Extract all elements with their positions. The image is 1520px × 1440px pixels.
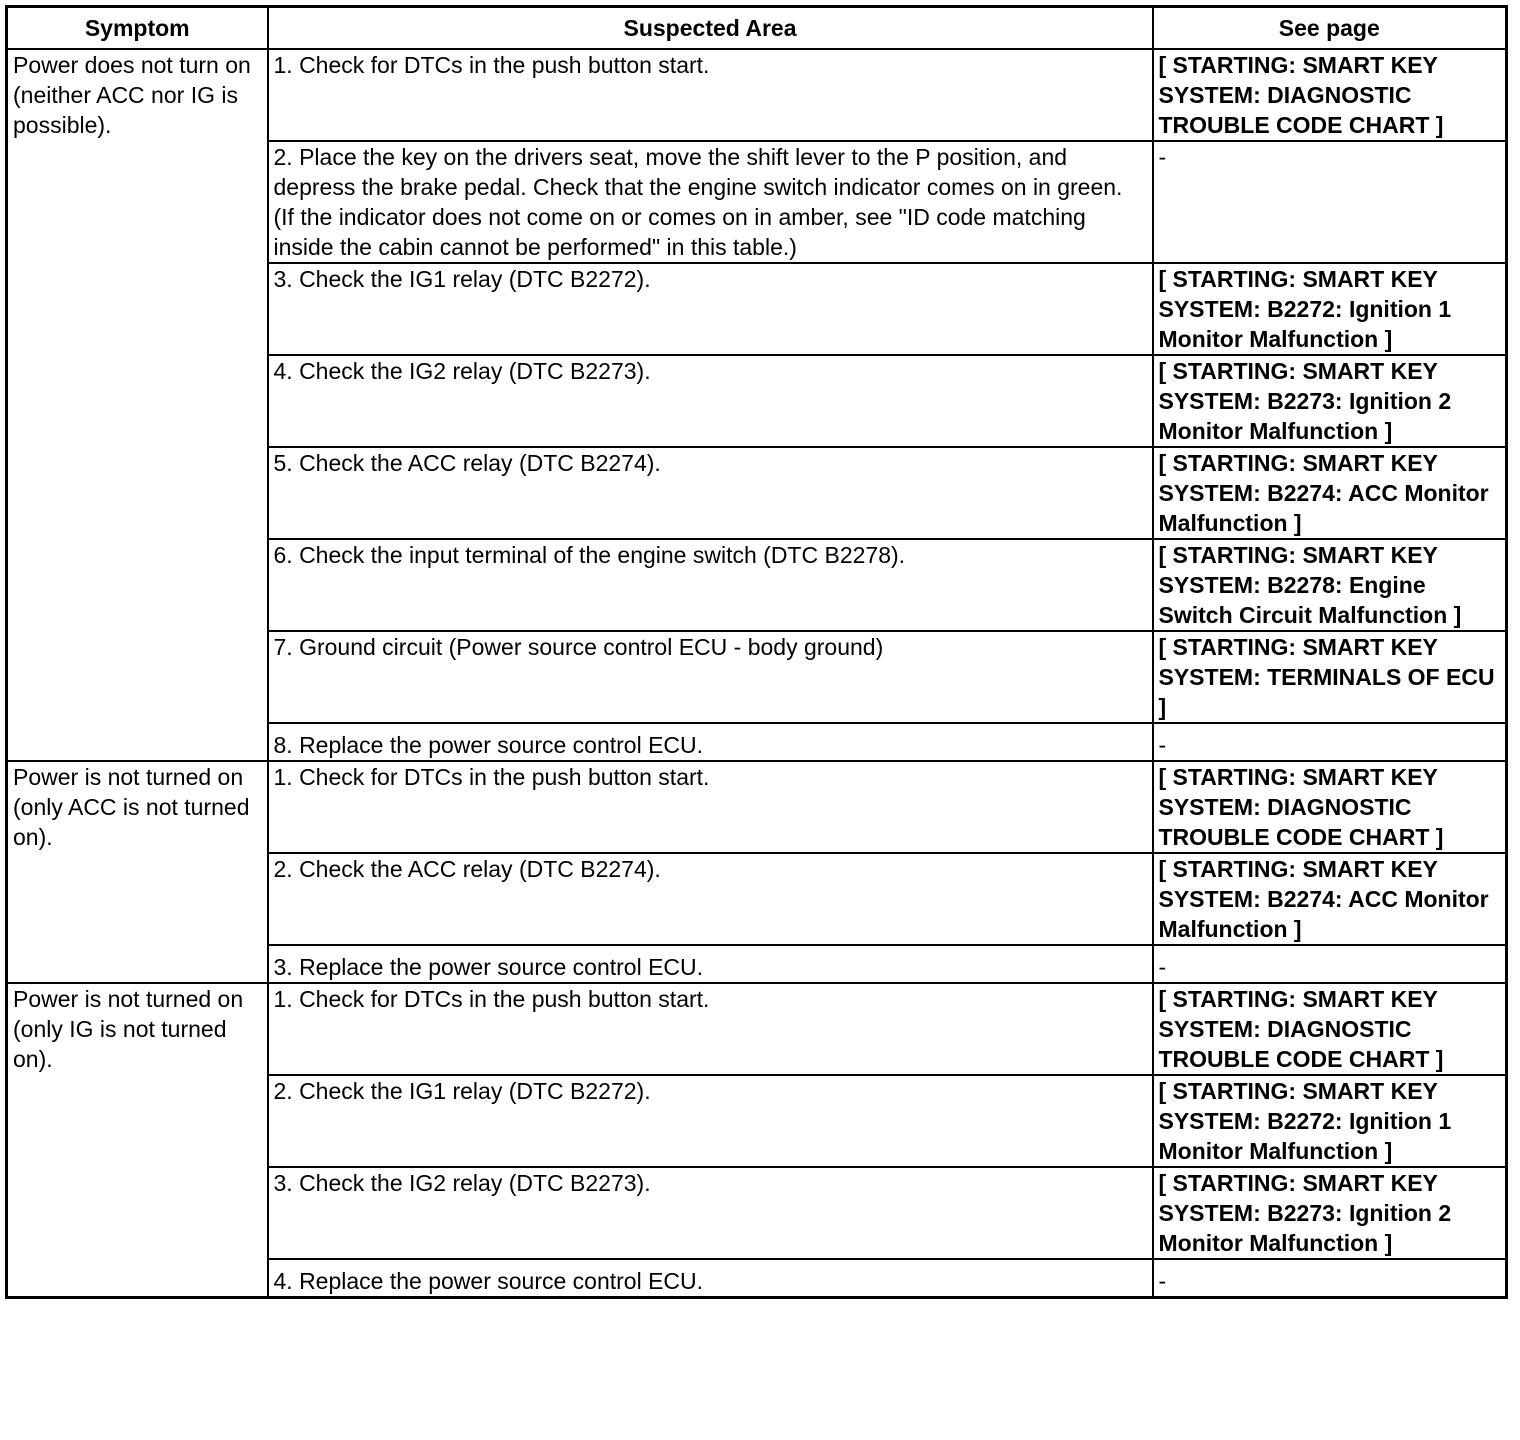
header-suspected-area: Suspected Area [268, 7, 1153, 50]
header-symptom: Symptom [7, 7, 268, 50]
symptom-cell: Power is not turned on (only ACC is not turned on). [7, 761, 268, 983]
table-row [7, 49, 1507, 141]
see-page-link[interactable]: [ STARTING: SMART KEY SYSTEM: B2273: Ignition 2 Monitor Malfunction ] [1153, 355, 1507, 447]
suspected-area-cell: 1. Check for DTCs in the push button start. [268, 983, 1153, 1075]
suspected-area-cell: 2. Check the IG1 relay (DTC B2272). [268, 1075, 1153, 1167]
suspected-area-cell: 3. Check the IG1 relay (DTC B2272). [268, 263, 1153, 355]
header-row [7, 7, 1507, 50]
see-page-link[interactable]: [ STARTING: SMART KEY SYSTEM: TERMINALS OF ECU ] [1153, 631, 1507, 723]
see-page-cell: - [1153, 945, 1507, 983]
see-page-link[interactable]: [ STARTING: SMART KEY SYSTEM: B2272: Ignition 1 Monitor Malfunction ] [1153, 1075, 1507, 1167]
suspected-area-cell: 2. Check the ACC relay (DTC B2274). [268, 853, 1153, 945]
suspected-area-cell: 7. Ground circuit (Power source control ECU - body ground) [268, 631, 1153, 723]
see-page-link[interactable]: [ STARTING: SMART KEY SYSTEM: DIAGNOSTIC TROUBLE CODE CHART ] [1153, 761, 1507, 853]
see-page-link[interactable]: [ STARTING: SMART KEY SYSTEM: DIAGNOSTIC TROUBLE CODE CHART ] [1153, 49, 1507, 141]
suspected-area-cell: 4. Replace the power source control ECU. [268, 1259, 1153, 1298]
see-page-link[interactable]: [ STARTING: SMART KEY SYSTEM: DIAGNOSTIC TROUBLE CODE CHART ] [1153, 983, 1507, 1075]
suspected-area-cell: 4. Check the IG2 relay (DTC B2273). [268, 355, 1153, 447]
table-row [7, 983, 1507, 1075]
symptom-cell: Power is not turned on (only IG is not turned on). [7, 983, 268, 1298]
suspected-area-cell: 3. Replace the power source control ECU. [268, 945, 1153, 983]
see-page-cell: - [1153, 141, 1507, 263]
see-page-link[interactable]: [ STARTING: SMART KEY SYSTEM: B2278: Engine Switch Circuit Malfunction ] [1153, 539, 1507, 631]
suspected-area-cell: 2. Place the key on the drivers seat, move the shift lever to the P position, and depress the brake pedal. Check that the engine switch indicator comes on in green. (If the indicator does not come on or comes on in amber, see "ID code matching inside the cabin cannot be performed" in this table.) [268, 141, 1153, 263]
troubleshooting-table [5, 5, 1508, 1299]
suspected-area-cell: 1. Check for DTCs in the push button start. [268, 49, 1153, 141]
see-page-link[interactable]: [ STARTING: SMART KEY SYSTEM: B2274: ACC Monitor Malfunction ] [1153, 447, 1507, 539]
see-page-link[interactable]: [ STARTING: SMART KEY SYSTEM: B2272: Ignition 1 Monitor Malfunction ] [1153, 263, 1507, 355]
suspected-area-cell: 6. Check the input terminal of the engine switch (DTC B2278). [268, 539, 1153, 631]
see-page-link[interactable]: [ STARTING: SMART KEY SYSTEM: B2274: ACC Monitor Malfunction ] [1153, 853, 1507, 945]
see-page-link[interactable]: [ STARTING: SMART KEY SYSTEM: B2273: Ignition 2 Monitor Malfunction ] [1153, 1167, 1507, 1259]
suspected-area-cell: 3. Check the IG2 relay (DTC B2273). [268, 1167, 1153, 1259]
header-see-page: See page [1153, 7, 1507, 50]
symptom-cell: Power does not turn on (neither ACC nor IG is possible). [7, 49, 268, 761]
table-row [7, 761, 1507, 853]
see-page-cell: - [1153, 1259, 1507, 1298]
suspected-area-cell: 1. Check for DTCs in the push button start. [268, 761, 1153, 853]
suspected-area-cell: 5. Check the ACC relay (DTC B2274). [268, 447, 1153, 539]
suspected-area-cell: 8. Replace the power source control ECU. [268, 723, 1153, 761]
see-page-cell: - [1153, 723, 1507, 761]
